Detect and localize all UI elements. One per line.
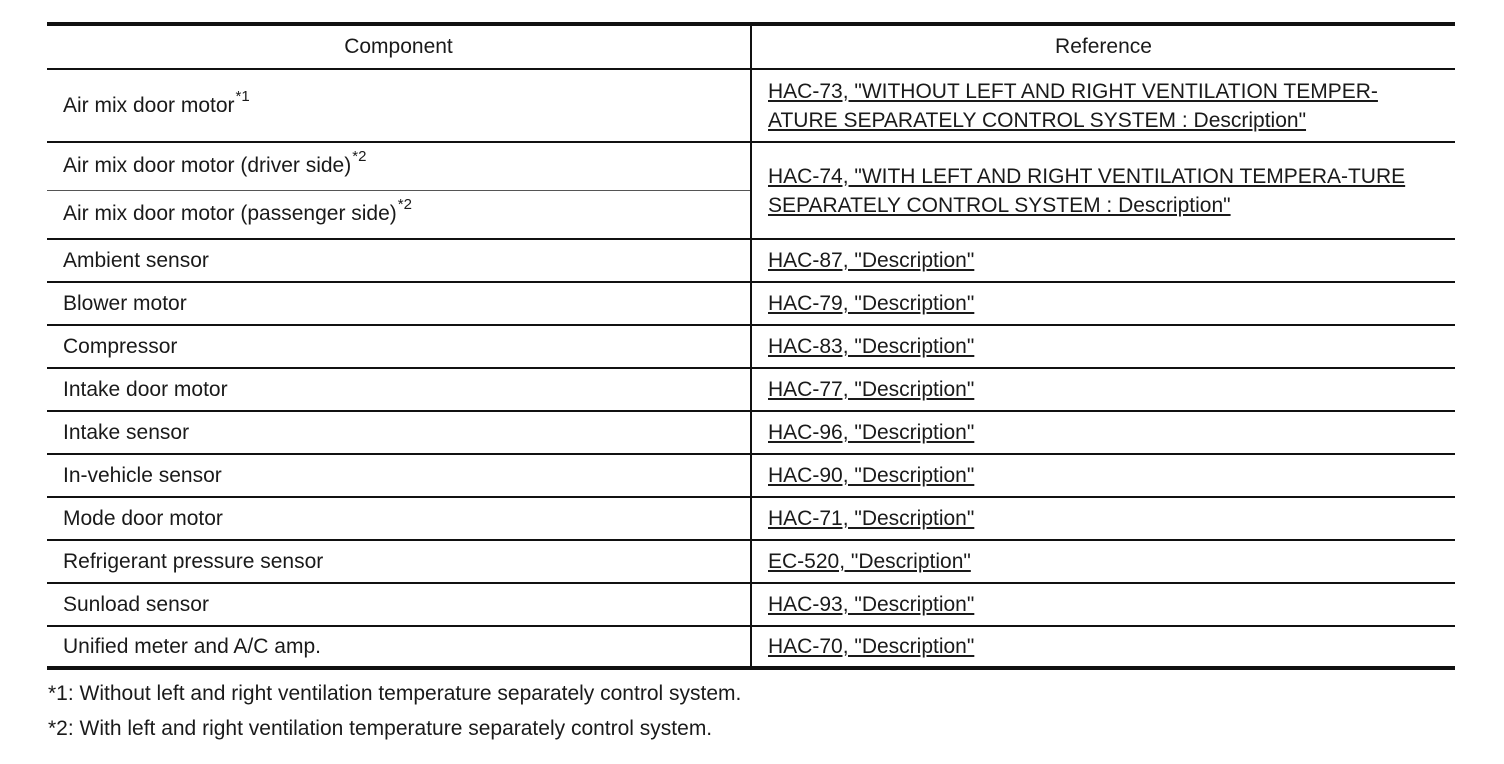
component-cell [47, 626, 751, 668]
table-row [47, 454, 1455, 497]
component-name: Air mix door motor [63, 93, 235, 117]
table-row [47, 583, 1455, 626]
component-name: Ambient sensor [63, 248, 209, 272]
table-row [47, 325, 1455, 368]
table-row [47, 282, 1455, 325]
table-row [47, 69, 1455, 142]
component-name: Blower motor [63, 291, 187, 315]
table-row [47, 626, 1455, 668]
footnote-marker: *2 [397, 196, 412, 214]
component-cell [47, 282, 751, 325]
component-name: Refrigerant pressure sensor [63, 549, 324, 573]
component-cell [47, 540, 751, 583]
reference-link[interactable]: HAC-96, "Description" [768, 421, 975, 444]
table-header-row [47, 24, 1455, 69]
component-cell [47, 142, 751, 190]
component-cell [47, 497, 751, 540]
component-name: Unified meter and A/C amp. [63, 634, 321, 658]
reference-cell [751, 282, 1455, 325]
reference-link[interactable]: HAC-83, "Description" [768, 335, 975, 358]
footnote-1: *1: Without left and right ventilation temperature separately control system. [48, 682, 742, 705]
table-row [47, 142, 1455, 190]
footnote-marker: *1 [235, 87, 250, 105]
component-cell [47, 454, 751, 497]
reference-cell [751, 540, 1455, 583]
component-cell [47, 239, 751, 282]
component-name: Sunload sensor [63, 592, 209, 616]
component-cell [47, 325, 751, 368]
component-cell [47, 368, 751, 411]
footnote-2: *2: With left and right ventilation temperature separately control system. [48, 717, 713, 740]
component-name: Mode door motor [63, 506, 223, 530]
reference-cell [751, 368, 1455, 411]
reference-cell [751, 497, 1455, 540]
component-cell [47, 69, 751, 142]
reference-link[interactable]: HAC-70, "Description" [768, 635, 975, 658]
reference-link[interactable]: EC-520, "Description" [768, 550, 971, 573]
component-name: Air mix door motor (driver side) [63, 154, 352, 178]
reference-cell [751, 69, 1455, 142]
reference-link[interactable]: HAC-87, "Description" [768, 249, 975, 272]
reference-link[interactable]: HAC-77, "Description" [768, 378, 975, 401]
reference-link[interactable]: HAC-71, "Description" [768, 507, 975, 530]
component-name: Air mix door motor (passenger side) [63, 202, 397, 226]
reference-cell [751, 142, 1455, 239]
component-name: Intake sensor [63, 420, 190, 444]
reference-link[interactable]: HAC-73, "WITHOUT LEFT AND RIGHT VENTILATION TEMPER-ATURE SEPARATELY CONTROL SYSTEM : Description" [768, 79, 1378, 132]
component-cell [47, 190, 751, 239]
table-row [47, 497, 1455, 540]
footnote-marker: *2 [352, 148, 367, 166]
reference-link[interactable]: HAC-90, "Description" [768, 464, 975, 487]
footnotes [48, 676, 741, 746]
component-name: In-vehicle sensor [63, 463, 222, 487]
header-reference: Reference [751, 24, 1455, 69]
reference-cell [751, 325, 1455, 368]
component-cell [47, 583, 751, 626]
table-row [47, 239, 1455, 282]
component-name: Intake door motor [63, 377, 228, 401]
reference-cell [751, 583, 1455, 626]
reference-cell [751, 454, 1455, 497]
reference-cell [751, 626, 1455, 668]
header-component: Component [47, 24, 751, 69]
reference-cell [751, 239, 1455, 282]
reference-link[interactable]: HAC-79, "Description" [768, 292, 975, 315]
reference-link[interactable]: HAC-93, "Description" [768, 593, 975, 616]
component-reference-table [47, 22, 1455, 670]
component-cell [47, 411, 751, 454]
reference-link[interactable]: HAC-74, "WITH LEFT AND RIGHT VENTILATION TEMPERA-TURE SEPARATELY CONTROL SYSTEM : Description" [768, 164, 1406, 217]
component-name: Compressor [63, 334, 178, 358]
table-row [47, 540, 1455, 583]
table-row [47, 368, 1455, 411]
table-row [47, 411, 1455, 454]
reference-cell [751, 411, 1455, 454]
